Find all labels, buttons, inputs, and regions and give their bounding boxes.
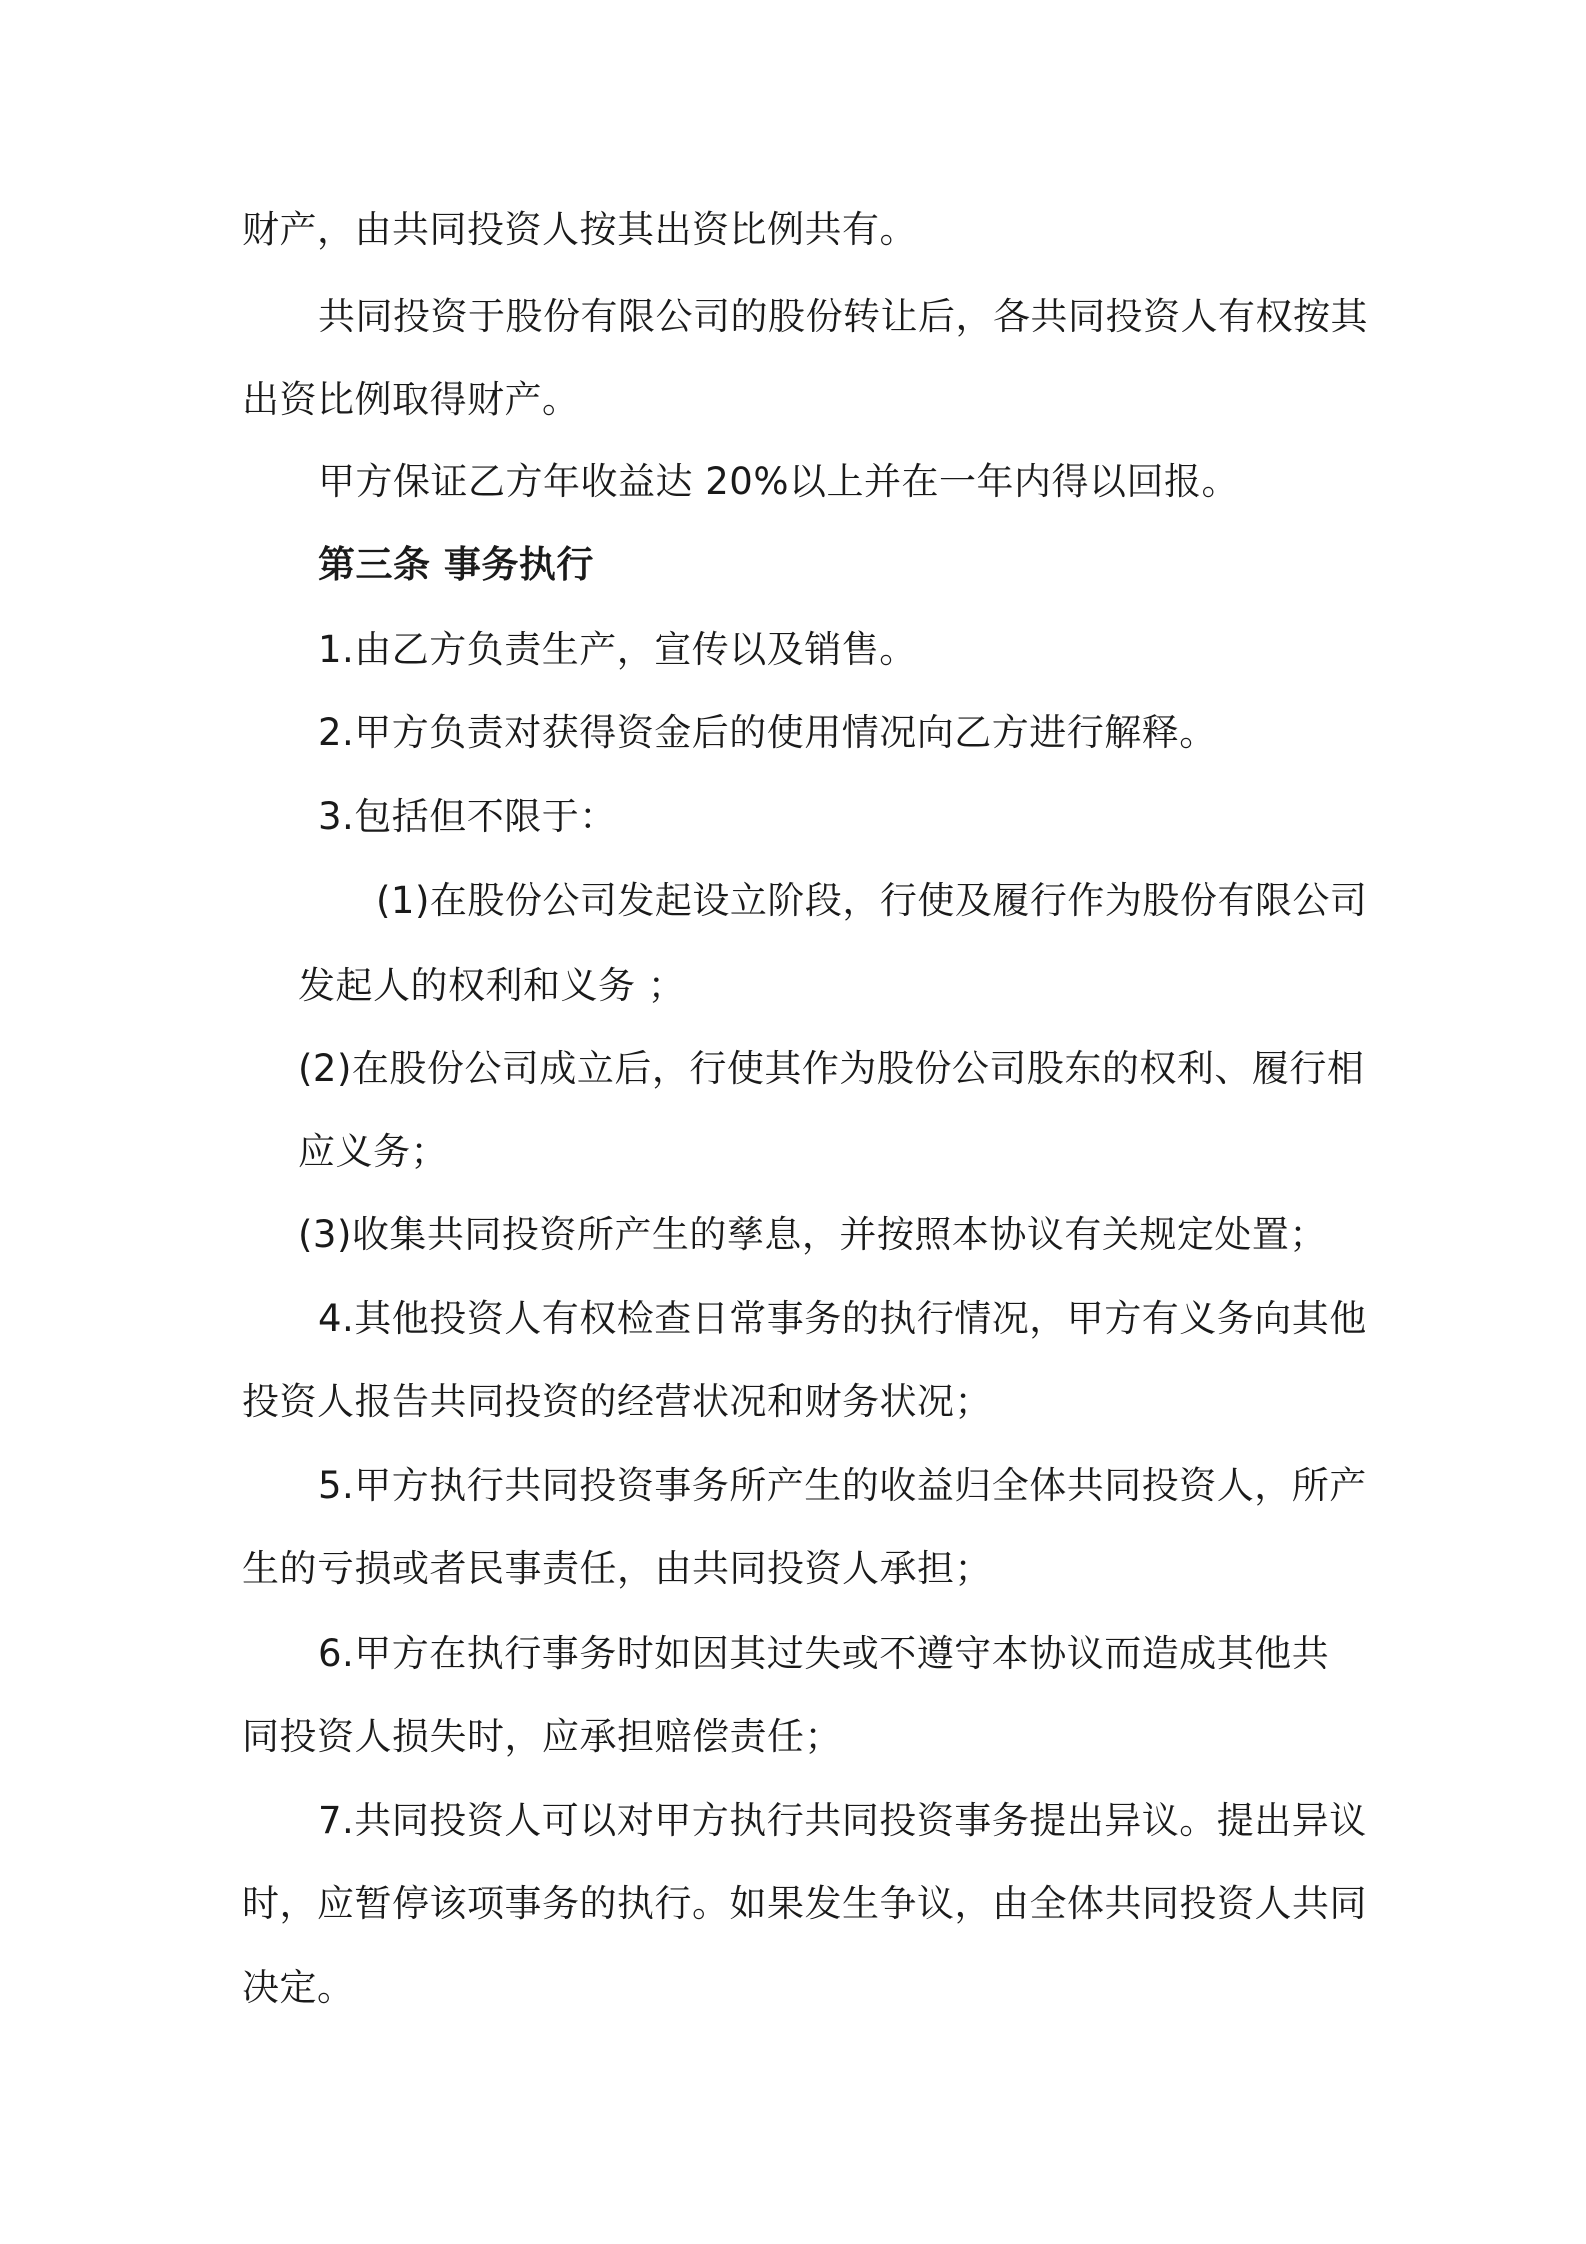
list-item: 6.甲方在执行事务时如因其过失或不遵守本协议而造成其他共 — [318, 1632, 1330, 1675]
list-item: 决定。 — [242, 1966, 355, 2009]
list-item: 7.共同投资人可以对甲方执行共同投资事务提出异议。提出异议 — [318, 1799, 1367, 1842]
list-item: 生的亏损或者民事责任，由共同投资人承担； — [242, 1547, 992, 1590]
list-item: 4.其他投资人有权检查日常事务的执行情况，甲方有义务向其他 — [318, 1297, 1367, 1340]
list-item: 2.甲方负责对获得资金后的使用情况向乙方进行解释。 — [318, 711, 1217, 754]
list-item: 投资人报告共同投资的经营状况和财务状况； — [242, 1380, 992, 1423]
section-heading: 第三条 事务执行 — [318, 543, 594, 586]
list-item: 3.包括但不限于： — [318, 795, 617, 838]
list-item: 1.由乙方负责生产，宣传以及销售。 — [318, 628, 917, 671]
sub-list-item: 应义务； — [298, 1130, 448, 1173]
paragraph-line: 出资比例取得财产。 — [242, 378, 580, 421]
sub-list-item: (1)在股份公司发起设立阶段，行使及履行作为股份有限公司 — [376, 879, 1368, 922]
list-item: 同投资人损失时，应承担赔偿责任； — [242, 1715, 842, 1758]
paragraph-line: 甲方保证乙方年收益达 20%以上并在一年内得以回报。 — [318, 460, 1239, 503]
list-item: 时，应暂停该项事务的执行。如果发生争议，由全体共同投资人共同 — [242, 1882, 1367, 1925]
list-item: 5.甲方执行共同投资事务所产生的收益归全体共同投资人，所产 — [318, 1464, 1367, 1507]
paragraph-line: 财产，由共同投资人按其出资比例共有。 — [242, 208, 917, 251]
sub-list-item: (3)收集共同投资所产生的孳息，并按照本协议有关规定处置； — [298, 1213, 1327, 1256]
sub-list-item: 发起人的权利和义务 ； — [298, 964, 686, 1007]
sub-list-item: (2)在股份公司成立后，行使其作为股份公司股东的权利、履行相 — [298, 1047, 1365, 1090]
paragraph-line: 共同投资于股份有限公司的股份转让后，各共同投资人有权按其 — [318, 295, 1368, 338]
